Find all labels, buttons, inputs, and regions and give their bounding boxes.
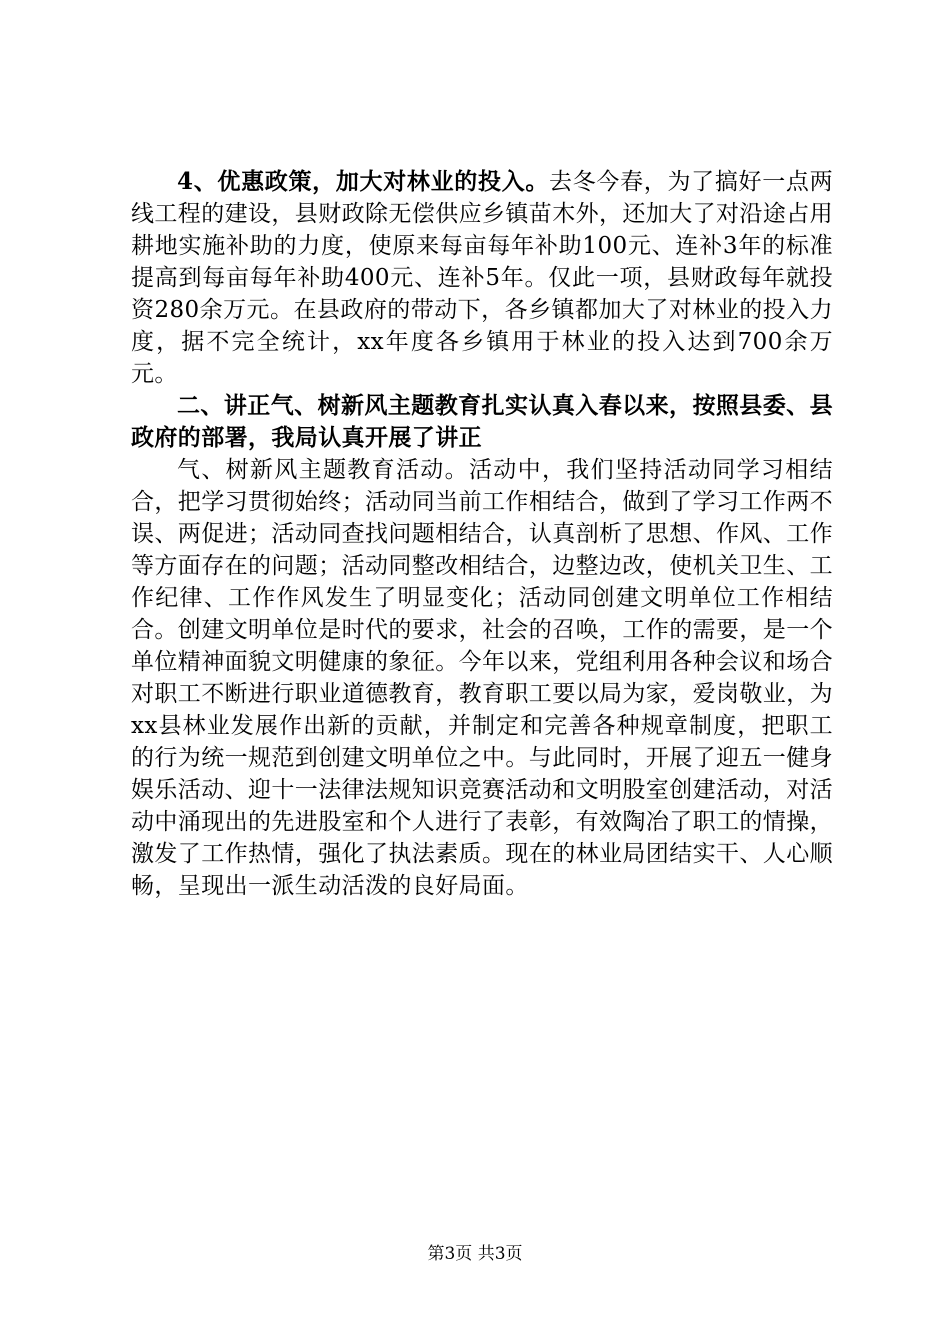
document-body: [131, 166, 833, 902]
paragraph-lead: 4、优惠政策，加大对林业的投入。: [177, 168, 550, 195]
paragraph-text: 去冬今春，为了搞好一点两线工程的建设，县财政除无偿供应乡镇苗木外，还加大了对沿途占用耕地实施补助的力度，使原来每亩每年补助100元、连补3年的标准提高到每亩每年补助400元、连补5年。仅此一项，县财政每年就投资280余万元。在县政府的带动下，各乡镇都加大了对林业的投入力度，据不完全统计，xx年度各乡镇用于林业的投入达到700余万元。: [131, 169, 833, 387]
paragraph-policy: [131, 166, 833, 390]
page-footer: 第3页 共3页: [427, 1244, 523, 1264]
paragraph-education: 气、树新风主题教育活动。活动中，我们坚持活动同学习相结合，把学习贯彻始终；活动同当前工作相结合，做到了学习工作两不误、两促进；活动同查找问题相结合，认真剖析了思想、作风、工作等方面存在的问题；活动同整改相结合，边整边改，使机关卫生、工作纪律、工作作风发生了明显变化；活动同创建文明单位工作相结合。创建文明单位是时代的要求，社会的召唤，工作的需要，是一个单位精神面貌文明健康的象征。今年以来，党组利用各种会议和场合对职工不断进行职业道德教育，教育职工要以局为家，爱岗敬业，为xx县林业发展作出新的贡献，并制定和完善各种规章制度，把职工的行为统一规范到创建文明单位之中。与此同时，开展了迎五一健身娱乐活动、迎十一法律法规知识竞赛活动和文明股室创建活动，对活动中涌现出的先进股室和个人进行了表彰，有效陶冶了职工的情操，激发了工作热情，强化了执法素质。现在的林业局团结实干、人心顺畅，呈现出一派生动活泼的良好局面。: [131, 457, 833, 899]
section-heading: 二、讲正气、树新风主题教育扎实认真入春以来，按照县委、县政府的部署，我局认真开展了讲正: [131, 392, 833, 451]
